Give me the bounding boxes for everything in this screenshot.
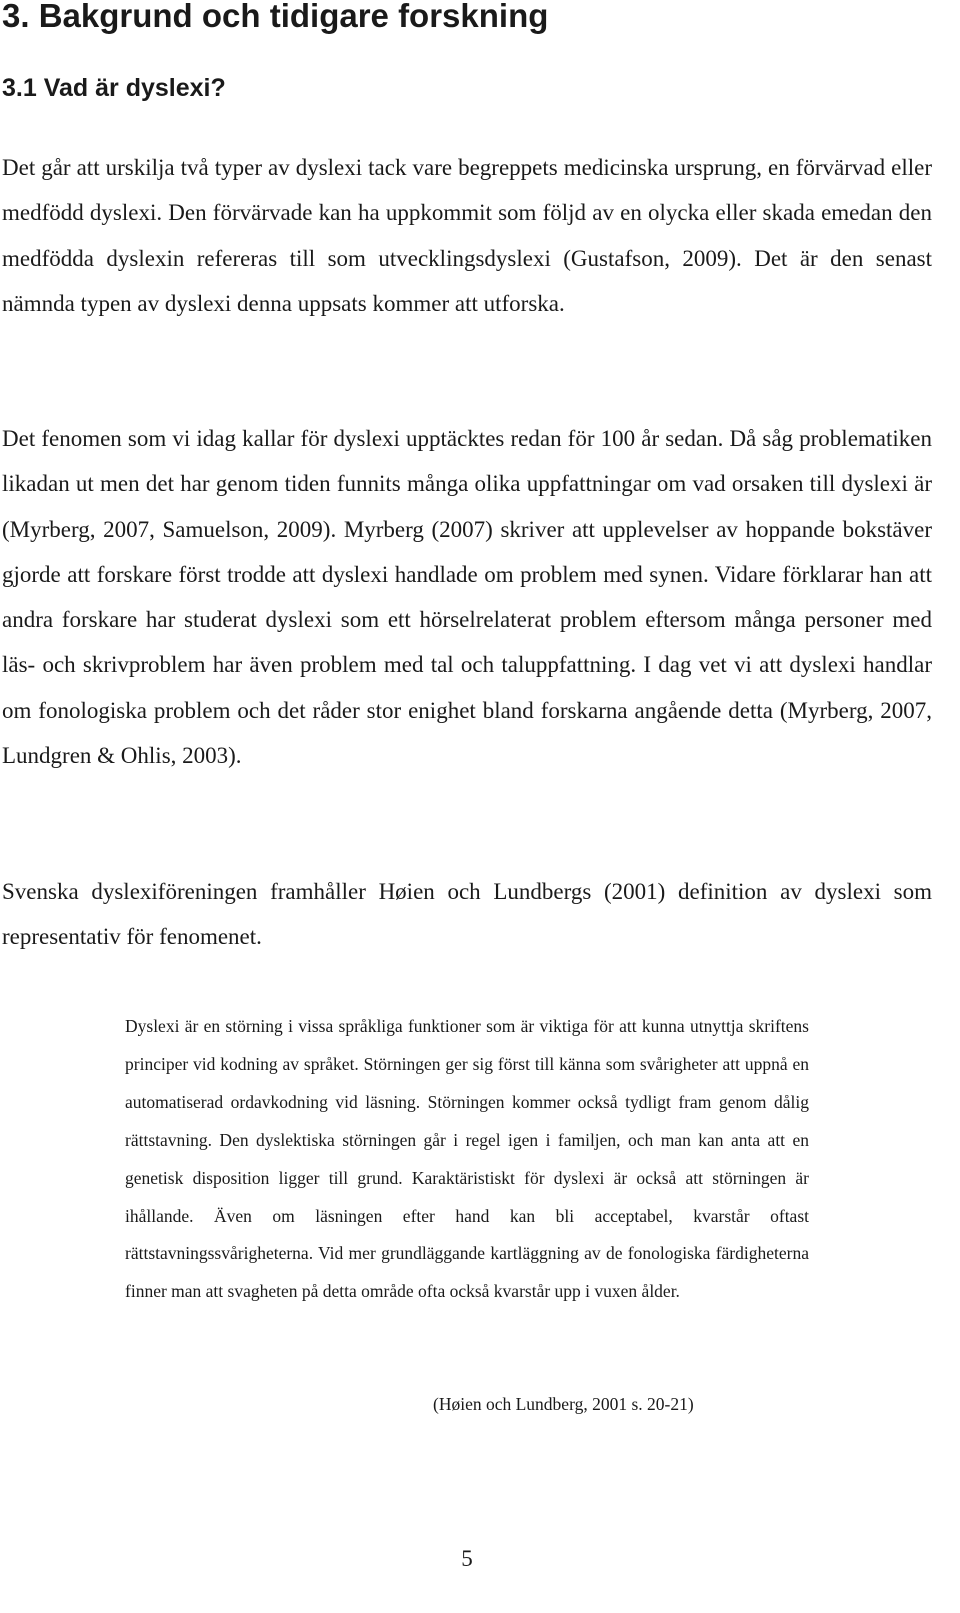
definition-quote: Dyslexi är en störning i vissa språkliga funktioner som är viktiga för att kunna utnyttja skriftens principer vid kodning av språket. Störningen ger sig först till känna som svårigheter att uppnå en automatiserad ordavkodning vid läsning. Störningen kommer också tydligt fram genom dålig rättstavning. Den dyslektiska störningen går i regel igen i familjen, och man kan anta att en genetisk disposition ligger till grund. Karaktäristiskt för dyslexi är också att störningen är ihållande. Även om läsningen efter hand kan bli acceptabel, kvarstår oftast rättstavningssvårigheterna. Vid mer grundläggande kartläggning av de fonologiska färdigheterna finner man att svagheten på detta område ofta också kvarstår upp i vuxen ålder.: [125, 1016, 809, 1302]
paragraph-dyslexia-history: Det fenomen som vi idag kallar för dyslexi upptäcktes redan för 100 år sedan. Då såg problematiken likadan ut men det har genom tiden funnits många olika uppfattningar om vad orsaken till dyslexi är (Myrberg, 2007, Samuelson, 2009). Myrberg (2007) skriver att upplevelser av hoppande bokstäver gjorde att forskare först trodde att dyslexi handlade om problem med synen. Vidare förklarar han att andra forskare har studerat dyslexi som ett hörselrelaterat problem eftersom många personer med läs- och skrivproblem har även problem med tal och taluppfattning. I dag vet vi att dyslexi handlar om fonologiska problem och det råder stor enighet bland forskarna angående detta (Myrberg, 2007, Lundgren & Ohlis, 2003).: [2, 426, 932, 769]
page-title: 3. Bakgrund och tidigare forskning: [2, 0, 549, 34]
paragraph-definition-intro: Svenska dyslexiföreningen framhåller Høien och Lundbergs (2001) definition av dyslexi som representativ för fenomenet.: [2, 879, 932, 950]
section-heading: 3.1 Vad är dyslexi?: [2, 74, 226, 102]
quote-citation: (Høien och Lundberg, 2001 s. 20-21): [433, 1394, 694, 1414]
paragraph-dyslexia-types: Det går att urskilja två typer av dyslexi tack vare begreppets medicinska ursprung, en förvärvad eller medfödd dyslexi. Den förvärvade kan ha uppkommit som följd av en olycka eller skada emedan den medfödda dyslexin refereras till som utvecklingsdyslexi (Gustafson, 2009). Det är den senast nämnda typen av dyslexi denna uppsats kommer att utforska.: [2, 155, 932, 316]
page-number: 5: [461, 1546, 473, 1571]
